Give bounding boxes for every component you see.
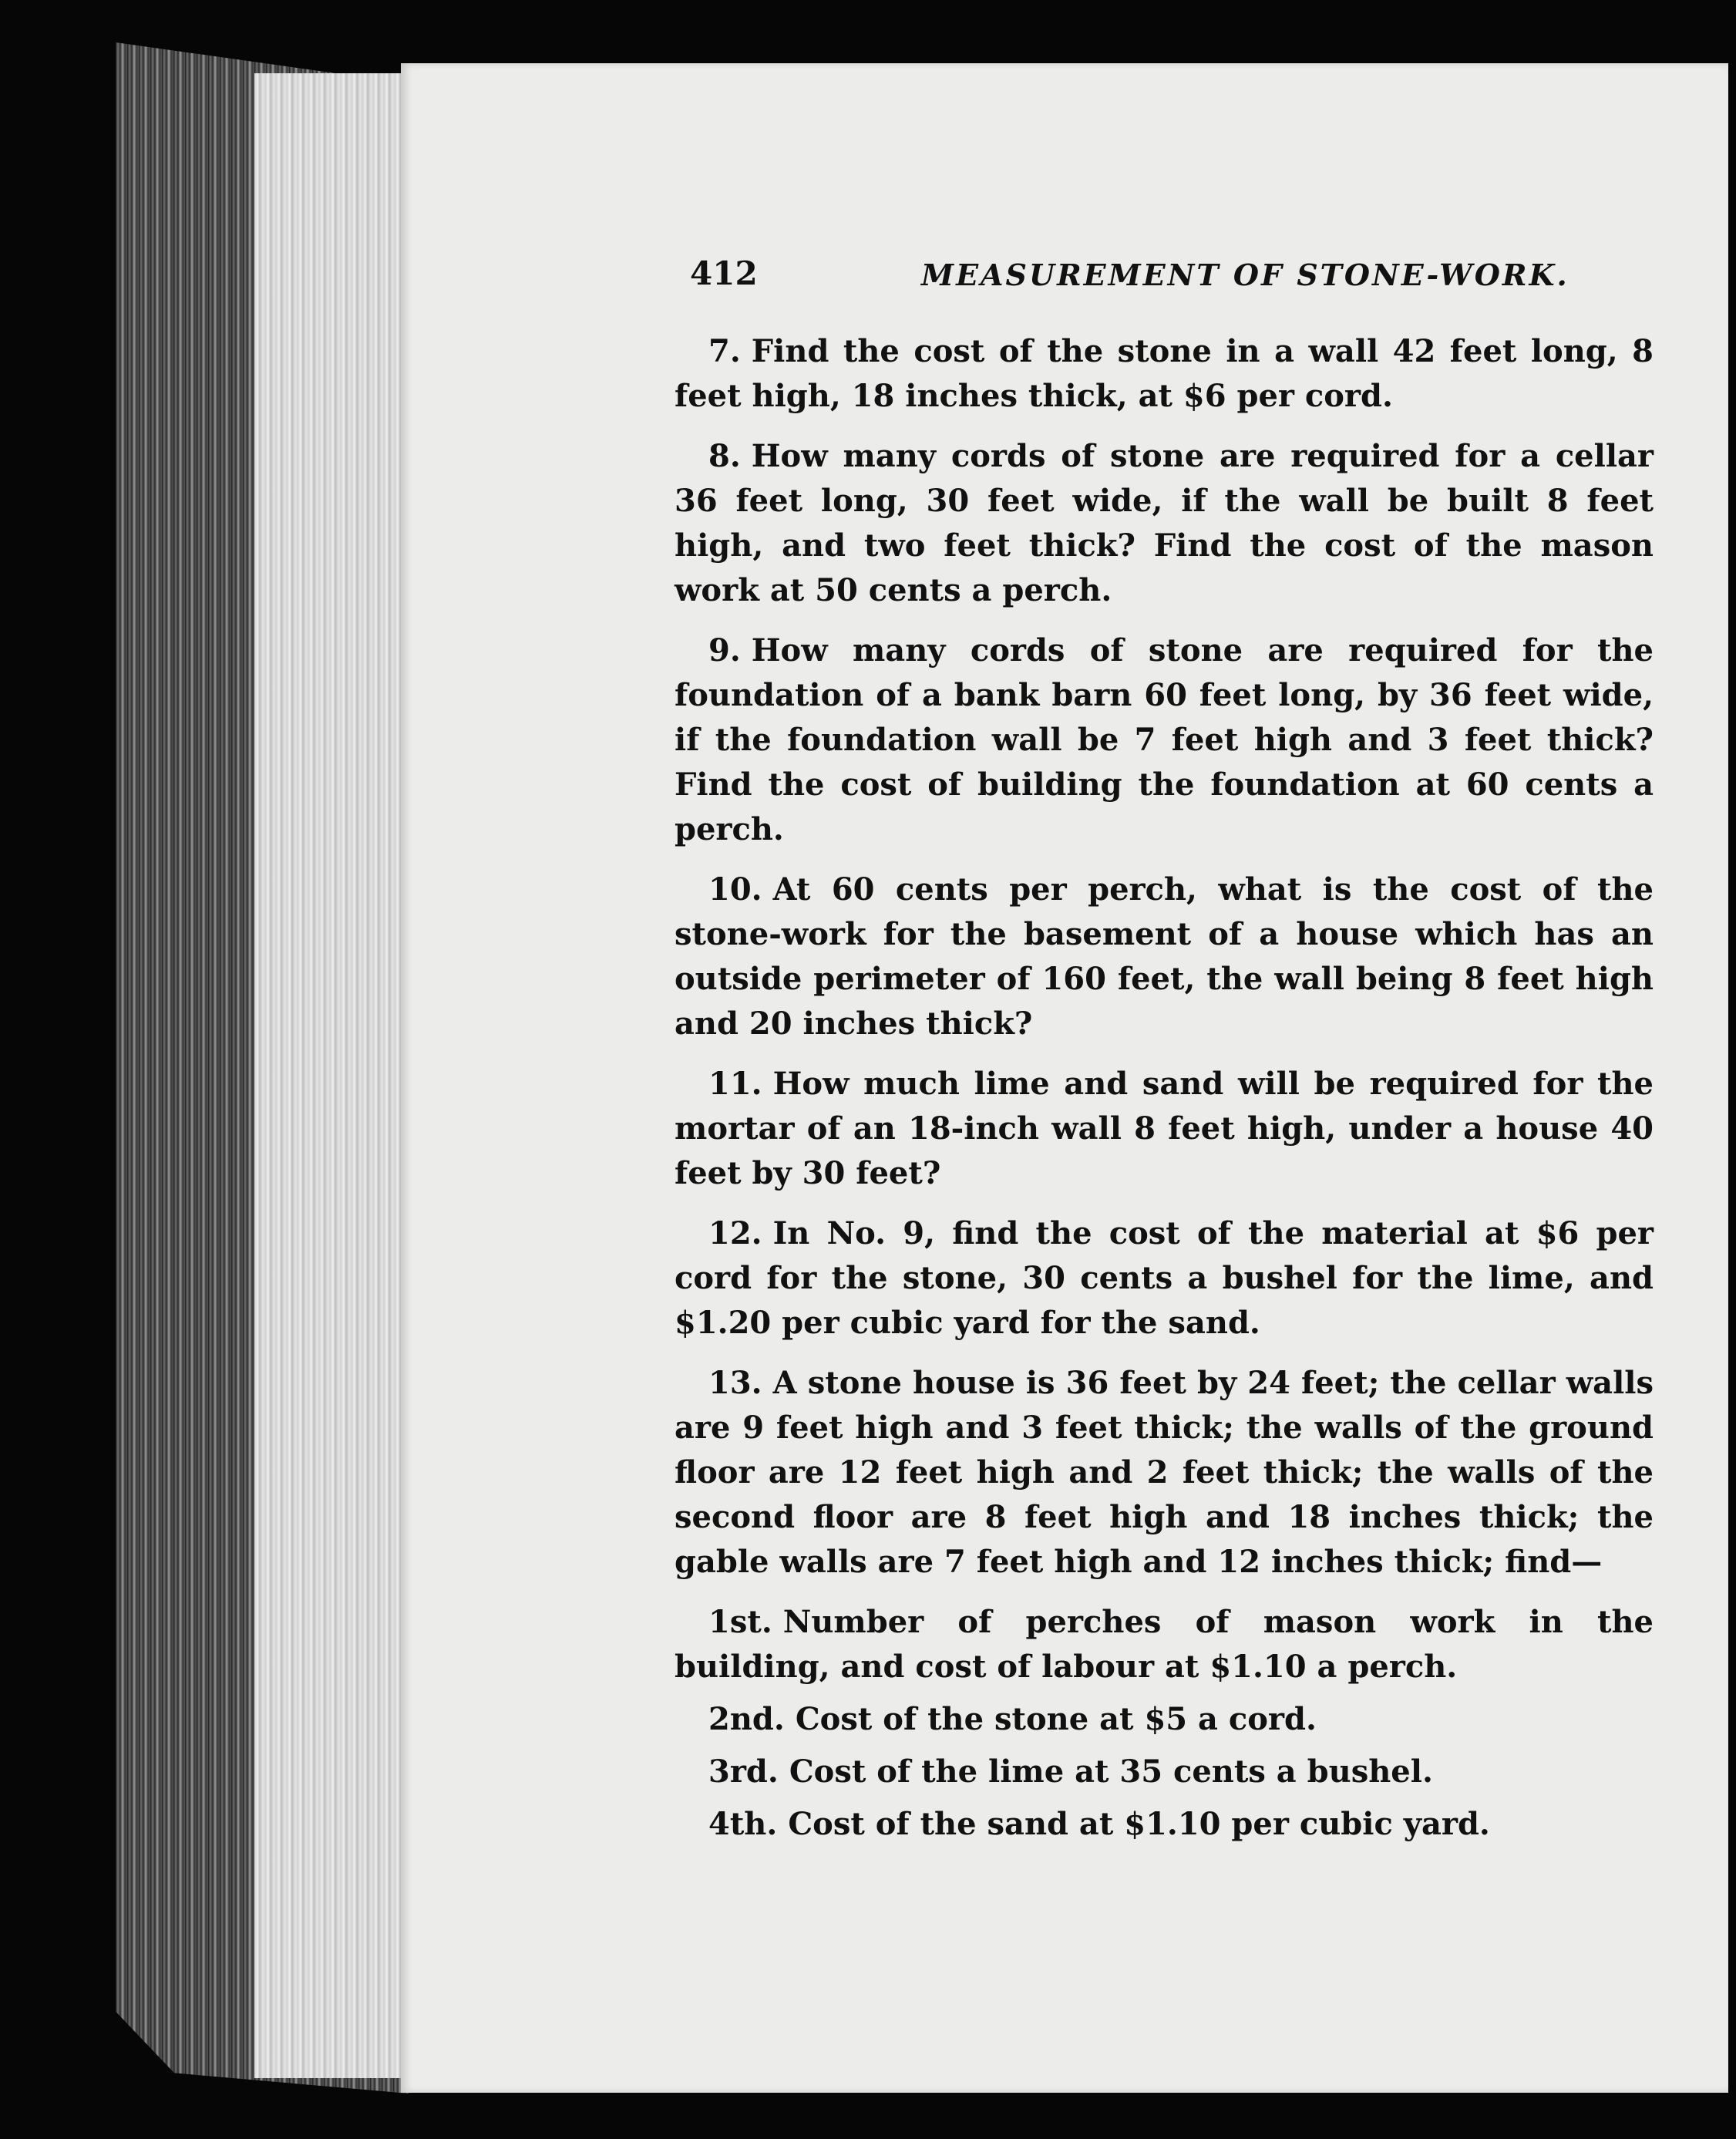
problem-9 [675,628,1654,852]
page-heading: MEASUREMENT OF STONE-WORK. [921,258,1569,292]
problem-text: At 60 cents per perch, what is the cost of the stone-work for the basement of a house which has an outside perimeter of 160 feet, the wall being 8 feet high and 20 inches thick? [675,871,1654,1042]
problem-8 [675,434,1654,613]
page-number: 412 [690,254,758,292]
problem-text: A stone house is 36 feet by 24 feet; the cellar walls are 9 feet high and 3 feet thick; the walls of the ground floor are 12 feet high and 2 feet thick; the walls of the second floor are 8 feet high and 18 inches thick; the gable walls are 7 feet high and 12 inches thick; find— [675,1365,1654,1580]
problem-number: 12. [708,1215,762,1251]
problem-text: How many cords of stone are required for the foundation of a bank barn 60 feet long, by 36 feet wide, if the foundation wall be 7 feet high and 3 feet thick? Find the cost of building the foundation at 60 cents a perch. [675,632,1654,847]
problem-11 [675,1062,1654,1196]
sub-item-label: 4th. [708,1806,778,1842]
sub-item-text: Cost of the sand at $1.10 per cubic yard. [788,1806,1490,1842]
sub-item-1st [675,1600,1654,1689]
sub-item-3rd [675,1750,1654,1794]
book-page [401,63,1728,2093]
problem-number: 7. [708,333,741,369]
problem-text: In No. 9, find the cost of the material at $6 per cord for the stone, 30 cents a bushel for the lime, and $1.20 per cubic yard for the sand. [675,1215,1654,1341]
problem-text: How much lime and sand will be required for the mortar of an 18-inch wall 8 feet high, under a house 40 feet by 30 feet? [675,1066,1654,1191]
sub-item-label: 1st. [708,1604,772,1640]
sub-item-label: 3rd. [708,1753,779,1790]
problem-number: 8. [708,438,741,474]
problem-text: Find the cost of the stone in a wall 42 feet long, 8 feet high, 18 inches thick, at $6 per cord. [675,333,1654,414]
sub-item-label: 2nd. [708,1701,785,1737]
problem-number: 13. [708,1365,762,1401]
running-head [690,254,1707,301]
book-page-edges-inner [254,73,409,2078]
problem-text: How many cords of stone are required for a cellar 36 feet long, 30 feet wide, if the wall be built 8 feet high, and two feet thick? Find the cost of the mason work at 50 cents a perch. [675,438,1654,608]
sub-item-text: Number of perches of mason work in the building, and cost of labour at $1.10 a perch. [675,1604,1654,1685]
sub-item-2nd [675,1697,1654,1742]
sub-item-4th [675,1802,1654,1847]
text-body [675,329,1654,1854]
problem-12 [675,1211,1654,1346]
sub-item-text: Cost of the stone at $5 a cord. [795,1701,1317,1737]
problem-13 [675,1361,1654,1585]
problem-10 [675,867,1654,1046]
problem-number: 11. [708,1066,762,1102]
problem-number: 9. [708,632,741,669]
sub-item-text: Cost of the lime at 35 cents a bushel. [789,1753,1433,1790]
problem-7 [675,329,1654,419]
problem-number: 10. [708,871,762,908]
